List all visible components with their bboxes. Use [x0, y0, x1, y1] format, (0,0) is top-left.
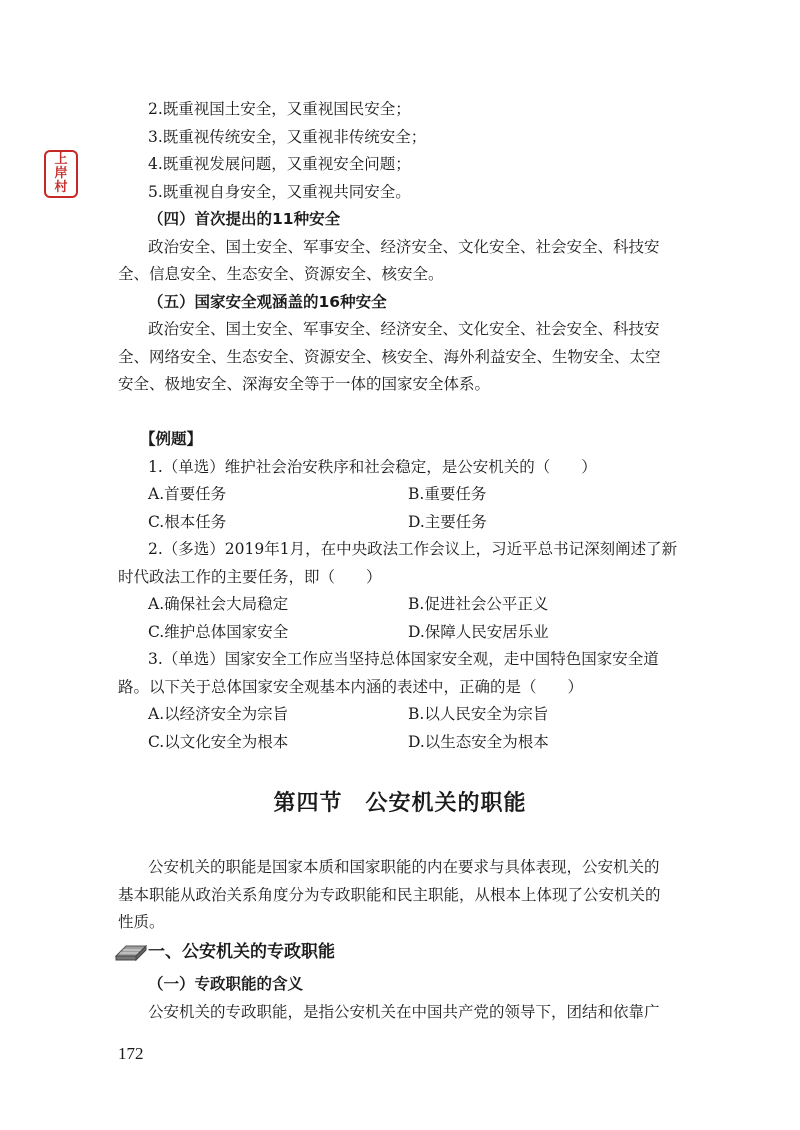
- list-item: 2.既重视国土安全，又重视国民安全；: [148, 100, 411, 118]
- option: B.促进社会公平正义: [408, 595, 549, 613]
- option: A.首要任务: [148, 485, 227, 503]
- option: D.以生态安全为根本: [408, 733, 549, 751]
- option: C.维护总体国家安全: [148, 623, 289, 641]
- book-icon: [114, 942, 148, 962]
- option: D.主要任务: [408, 513, 487, 531]
- examples-label: 【例题】: [140, 430, 203, 448]
- seal-char: 岸: [54, 166, 68, 181]
- paragraph-line: 安全、极地安全、深海安全等于一体的国家安全体系。: [118, 375, 491, 393]
- subsection-heading: （四）首次提出的11种安全: [148, 210, 341, 228]
- option: B.以人民安全为宗旨: [408, 705, 549, 723]
- seal-char: 村: [54, 180, 68, 195]
- option: B.重要任务: [408, 485, 487, 503]
- paragraph-line: 公安机关的职能是国家本质和国家职能的内在要求与具体表现，公安机关的: [148, 858, 660, 876]
- paragraph-line: 公安机关的专政职能，是指公安机关在中国共产党的领导下，团结和依靠广: [148, 1003, 660, 1021]
- question-text: 1.（单选）维护社会治安秩序和社会稳定，是公安机关的（ ）: [148, 458, 597, 476]
- option: A.以经济安全为宗旨: [148, 705, 289, 723]
- part-heading: 一、公安机关的专政职能: [148, 942, 335, 962]
- publisher-seal-logo: [44, 150, 78, 198]
- paragraph-line: 基本职能从政治关系角度分为专政职能和民主职能，从根本上体现了公安机关的: [118, 886, 661, 904]
- paragraph-line: 全、信息安全、生态安全、资源安全、核安全。: [118, 265, 444, 283]
- option: A.确保社会大局稳定: [148, 595, 289, 613]
- section-title: 第四节 公安机关的职能: [273, 790, 527, 816]
- list-item: 4.既重视发展问题，又重视安全问题；: [148, 155, 411, 173]
- option: C.以文化安全为根本: [148, 733, 289, 751]
- question-text: 3.（单选）国家安全工作应当坚持总体国家安全观，走中国特色国家安全道: [148, 650, 659, 668]
- question-text: 时代政法工作的主要任务，即（ ）: [118, 568, 382, 586]
- seal-char: 上: [54, 152, 68, 167]
- subsection-heading: （五）国家安全观涵盖的16种安全: [148, 293, 387, 311]
- paragraph-line: 全、网络安全、生态安全、资源安全、核安全、海外利益安全、生物安全、太空: [118, 348, 661, 366]
- option: D.保障人民安居乐业: [408, 623, 549, 641]
- paragraph-line: 政治安全、国土安全、军事安全、经济安全、文化安全、社会安全、科技安: [148, 238, 660, 256]
- question-text: 2.（多选）2019年1月，在中央政法工作会议上，习近平总书记深刻阐述了新: [148, 540, 678, 558]
- paragraph-line: 政治安全、国土安全、军事安全、经济安全、文化安全、社会安全、科技安: [148, 320, 660, 338]
- option: C.根本任务: [148, 513, 227, 531]
- list-item: 3.既重视传统安全，又重视非传统安全；: [148, 128, 427, 146]
- paragraph-line: 性质。: [118, 913, 165, 931]
- question-text: 路。以下关于总体国家安全观基本内涵的表述中，正确的是（ ）: [118, 678, 584, 696]
- subsection-heading: （一）专政职能的含义: [148, 975, 304, 993]
- list-item: 5.既重视自身安全，又重视共同安全。: [148, 183, 411, 201]
- page-number: 172: [118, 1044, 144, 1063]
